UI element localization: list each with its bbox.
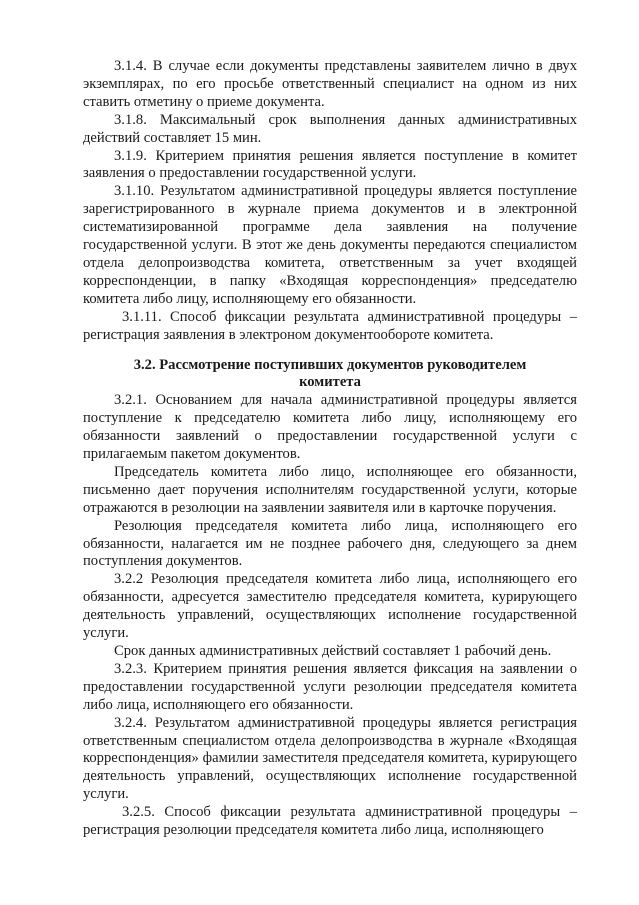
paragraph-3-1-9: 3.1.9. Критерием принятия решения является поступление в комитет заявления о предоставлении государственной услуги.: [83, 147, 577, 182]
paragraph-chairman-instructions: Председатель комитета либо лицо, исполняющее его обязанности, письменно дает поручения исполнителям государственной услуги, которые отражаются в резолюции на заявлении заявителя или в карточке поручения.: [83, 463, 577, 516]
paragraph-3-2-1: 3.2.1. Основанием для начала административной процедуры является поступление к председателю комитета либо лицу, исполняющему его обязанности заявлений о предоставлении государственной услуги с прилагаемым пакетом документов.: [83, 392, 577, 463]
paragraph-3-2-3: 3.2.3. Критерием принятия решения является фиксация на заявлении о предоставлении государственной услуги резолюции председателя комитета либо лица, исполняющего его обязанности.: [83, 660, 577, 713]
paragraph-3-2-2: 3.2.2 Резолюция председателя комитета либо лица, исполняющего его обязанности, адресуется заместителю председателя комитета, курирующего деятельность управлений, осуществляющих исполнение государственной услуги.: [83, 571, 577, 642]
document-body: [83, 58, 577, 840]
paragraph-action-term: Срок данных административных действий составляет 1 рабочий день.: [114, 643, 552, 659]
paragraph-resolution-deadline: Резолюция председателя комитета либо лица, исполняющего его обязанности, налагается им не позднее рабочего дня, следующего за днем поступления документов.: [83, 517, 577, 570]
paragraph-3-2-5: 3.2.5. Способ фиксации результата административной процедуры – регистрация резолюции председателя комитета либо лица, исполняющего: [83, 804, 577, 839]
paragraph-3-1-10: 3.1.10. Результатом административной процедуры является поступление зарегистрированного в журнале приема документов и в электронной систематизированной программе дела заявления на получение государственной услуги. В этот же день документы передаются специалистом отдела делопроизводства комитета, ответственным за учет входящей корреспонденции, в папку «Входящая корреспонденция» председателю комитета либо лицу, исполняющему его обязанности.: [83, 183, 577, 307]
paragraph-3-1-11: 3.1.11. Способ фиксации результата административной процедуры – регистрация заявления в электроном документообороте комитета.: [83, 308, 577, 343]
paragraph-3-2-4: 3.2.4. Результатом административной процедуры является регистрация ответственным специалистом отдела делопроизводства в журнале «Входящая корреспонденция» фамилии заместителя председателя комитета, курирующего деятельность управлений, осуществляющих исполнение государственной услуги.: [83, 714, 577, 803]
section-heading: 3.2. Рассмотрение поступивших документов руководителем комитета: [133, 356, 527, 391]
paragraph-3-1-4: 3.1.4. В случае если документы представлены заявителем лично в двух экземплярах, по его просьбе ответственный специалист на одном из них ставить отметину о приеме документа.: [83, 58, 577, 110]
paragraph-3-1-8: 3.1.8. Максимальный срок выполнения данных административных действий составляет 15 мин.: [83, 111, 577, 146]
